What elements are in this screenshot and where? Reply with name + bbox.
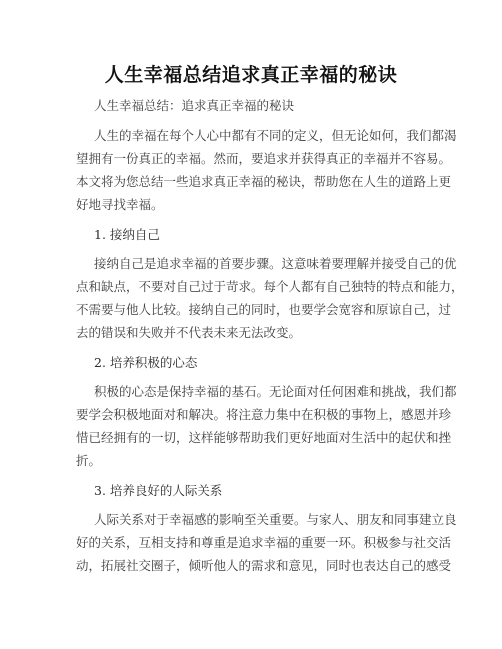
section-heading: 1. 接纳自己 — [94, 227, 160, 242]
section-line: 动，拓展社交圈子，倾听他人的需求和意见，同时也表达自己的感受 — [76, 558, 452, 573]
section-line: 人际关系对于幸福感的影响至关重要。与家人、朋友和同事建立良 — [94, 512, 457, 527]
intro-line: 本文将为您总结一些追求真正幸福的秘诀，帮助您在人生的道路上更 — [76, 174, 452, 189]
section-line: 不需要与他人比较。接纳自己的同时，也要学会宽容和原谅自己，过 — [76, 302, 452, 317]
section-line: 要学会积极地面对和解决。将注意力集中在积极的事物上，感恩并珍 — [76, 407, 452, 422]
section-line: 惜已经拥有的一切，这样能够帮助我们更好地面对生活中的起伏和挫 — [76, 430, 452, 445]
section-line: 接纳自己是追求幸福的首要步骤。这意味着要理解并接受自己的优 — [94, 256, 457, 271]
section-line: 折。 — [76, 453, 102, 468]
section-heading: 2. 培养积极的心态 — [94, 355, 198, 370]
intro-line: 人生的幸福在每个人心中都有不同的定义，但无论如何，我们都渴 — [94, 128, 457, 143]
section-line: 点和缺点，不要对自己过于苛求。每个人都有自己独特的特点和能力， — [76, 279, 464, 294]
document-subtitle: 人生幸福总结：追求真正幸福的秘诀 — [94, 98, 295, 113]
section-line: 去的错误和失败并不代表未来无法改变。 — [76, 325, 302, 340]
section-heading: 3. 培养良好的人际关系 — [94, 483, 223, 498]
section-line: 好的关系，互相支持和尊重是追求幸福的重要一环。积极参与社交活 — [76, 535, 452, 550]
section-line: 积极的心态是保持幸福的基石。无论面对任何困难和挑战，我们都 — [94, 384, 457, 399]
intro-line: 望拥有一份真正的幸福。然而，要追求并获得真正的幸福并不容易。 — [76, 151, 452, 166]
intro-line: 好地寻找幸福。 — [76, 197, 164, 212]
document-title: 人生幸福总结追求真正幸福的秘诀 — [104, 64, 398, 86]
